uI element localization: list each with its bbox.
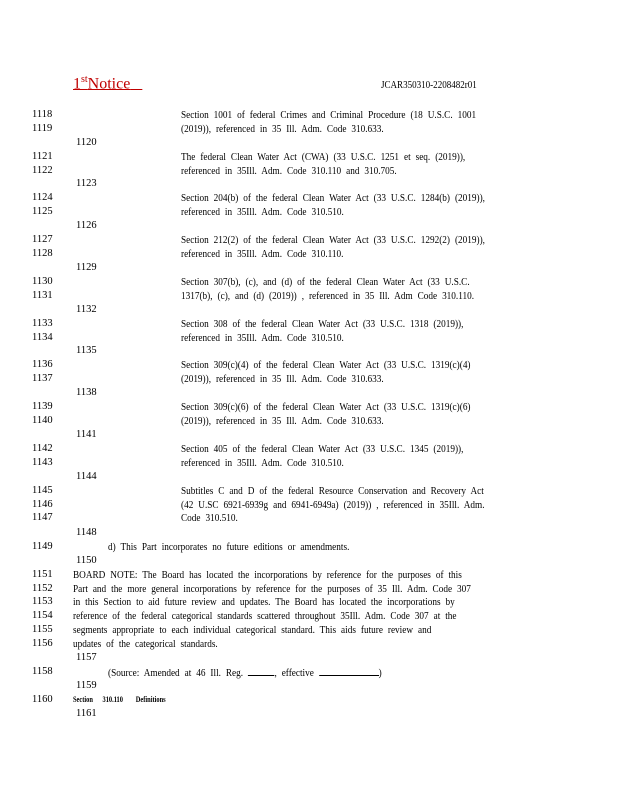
line-text: referenced in 35Ill. Adm. Code 310.110 and 310.705. — [181, 166, 397, 177]
source-note: (Source: Amended at 46 Ill. Reg. , effective ) — [108, 668, 382, 679]
line-text: referenced in 35Ill. Adm. Code 310.510. — [181, 458, 344, 469]
line-text: referenced in 35Ill. Adm. Code 310.510. — [181, 333, 344, 344]
line-text: The federal Clean Water Act (CWA) (33 U.S.C. 1251 et seq. (2019)), — [181, 152, 466, 163]
line-text: Section 204(b) of the federal Clean Water Act (33 U.S.C. 1284(b) (2019)), — [181, 193, 485, 204]
line-number: 1129 — [76, 262, 97, 273]
line-number: 1150 — [76, 555, 97, 566]
line-number: 1161 — [76, 708, 97, 719]
line-text: segments appropriate to each individual categorical standard. This aids future review and — [73, 625, 432, 636]
line-text: referenced in 35Ill. Adm. Code 310.110. — [181, 249, 344, 260]
line-number: 1123 — [76, 178, 97, 189]
line-number: 1125 — [32, 206, 53, 217]
line-number: 1134 — [32, 332, 53, 343]
line-text: referenced in 35Ill. Adm. Code 310.510. — [181, 207, 344, 218]
line-number: 1132 — [76, 304, 97, 315]
line-number: 1122 — [32, 165, 53, 176]
line-number: 1127 — [32, 234, 53, 245]
line-number: 1141 — [76, 429, 97, 440]
notice-heading — [73, 74, 142, 93]
line-number: 1126 — [76, 220, 97, 231]
source-note-effective: , effective — [274, 668, 314, 679]
line-number: 1146 — [32, 499, 53, 510]
line-number: 1139 — [32, 401, 53, 412]
line-text: Code 310.510. — [181, 513, 238, 524]
line-number: 1157 — [76, 652, 97, 663]
notice-ordinal-suffix: st — [81, 74, 88, 85]
line-number: 1138 — [76, 387, 97, 398]
line-text: Section 309(c)(6) of the federal Clean Water Act (33 U.S.C. 1319(c)(6) — [181, 402, 471, 413]
section-heading: Section 310.110 Definitions — [73, 695, 166, 704]
line-number: 1135 — [76, 345, 97, 356]
line-number: 1154 — [32, 610, 53, 621]
line-number: 1155 — [32, 624, 53, 635]
line-text: BOARD NOTE: The Board has located the incorporations by reference for the purposes of this — [73, 570, 462, 581]
line-number: 1137 — [32, 373, 53, 384]
line-number: 1120 — [76, 137, 97, 148]
line-text: d) This Part incorporates no future editions or amendments. — [108, 542, 350, 553]
line-text: updates of the categorical standards. — [73, 639, 218, 650]
line-number: 1147 — [32, 512, 53, 523]
line-number: 1143 — [32, 457, 53, 468]
line-number: 1142 — [32, 443, 53, 454]
line-number: 1133 — [32, 318, 53, 329]
line-text: Subtitles C and D of the federal Resource Conservation and Recovery Act — [181, 486, 484, 497]
line-number: 1159 — [76, 680, 97, 691]
blank-register-issue — [248, 666, 274, 676]
line-number: 1145 — [32, 485, 53, 496]
line-number: 1131 — [32, 290, 53, 301]
source-note-amended: (Source: Amended at 46 Ill. Reg. — [108, 668, 244, 679]
line-number: 1149 — [32, 541, 53, 552]
line-number: 1156 — [32, 638, 53, 649]
line-text: Section 1001 of federal Crimes and Criminal Procedure (18 U.S.C. 1001 — [181, 110, 477, 121]
notice-number: 1 — [73, 75, 81, 93]
line-text: Section 307(b), (c), and (d) of the federal Clean Water Act (33 U.S.C. — [181, 277, 470, 288]
line-number: 1140 — [32, 415, 53, 426]
blank-effective-date — [319, 666, 379, 676]
line-number: 1136 — [32, 359, 53, 370]
line-number: 1124 — [32, 192, 53, 203]
line-number: 1130 — [32, 276, 53, 287]
line-text: in this Section to aid future review and updates. The Board has located the incorporations by — [73, 597, 455, 608]
line-number: 1151 — [32, 569, 53, 580]
line-number: 1118 — [32, 109, 53, 120]
line-number: 1160 — [32, 694, 53, 705]
line-text: 1317(b), (c), and (d) (2019)) , referenced in 35 Ill. Adm Code 310.110. — [181, 291, 475, 302]
line-text: (2019)), referenced in 35 Ill. Adm. Code 310.633. — [181, 416, 384, 427]
line-number: 1144 — [76, 471, 97, 482]
line-text: (42 U.SC 6921-6939g and 6941-6949a) (2019)) , referenced in 35Ill. Adm. — [181, 500, 485, 511]
document-code: JCAR350310-2208482r01 — [381, 80, 477, 91]
line-text: (2019)), referenced in 35 Ill. Adm. Code 310.633. — [181, 374, 384, 385]
line-text: Section 308 of the federal Clean Water Act (33 U.S.C. 1318 (2019)), — [181, 319, 464, 330]
line-text: Section 405 of the federal Clean Water Act (33 U.S.C. 1345 (2019)), — [181, 444, 464, 455]
line-number: 1152 — [32, 583, 53, 594]
line-number: 1158 — [32, 666, 53, 677]
line-text: (2019)), referenced in 35 Ill. Adm. Code 310.633. — [181, 124, 384, 135]
line-text: Part and the more general incorporations by reference for the purposes of 35 Ill. Adm. Code 307 — [73, 584, 471, 595]
line-number: 1119 — [32, 123, 53, 134]
line-number: 1153 — [32, 596, 53, 607]
line-number: 1128 — [32, 248, 53, 259]
line-text: Section 212(2) of the federal Clean Water Act (33 U.S.C. 1292(2) (2019)), — [181, 235, 485, 246]
notice-word: Notice — [87, 75, 131, 93]
line-text: reference of the federal categorical standards scattered throughout 35Ill. Adm. Code 307 at the — [73, 611, 457, 622]
line-number: 1148 — [76, 527, 97, 538]
line-text: Section 309(c)(4) of the federal Clean Water Act (33 U.S.C. 1319(c)(4) — [181, 360, 471, 371]
line-number: 1121 — [32, 151, 53, 162]
